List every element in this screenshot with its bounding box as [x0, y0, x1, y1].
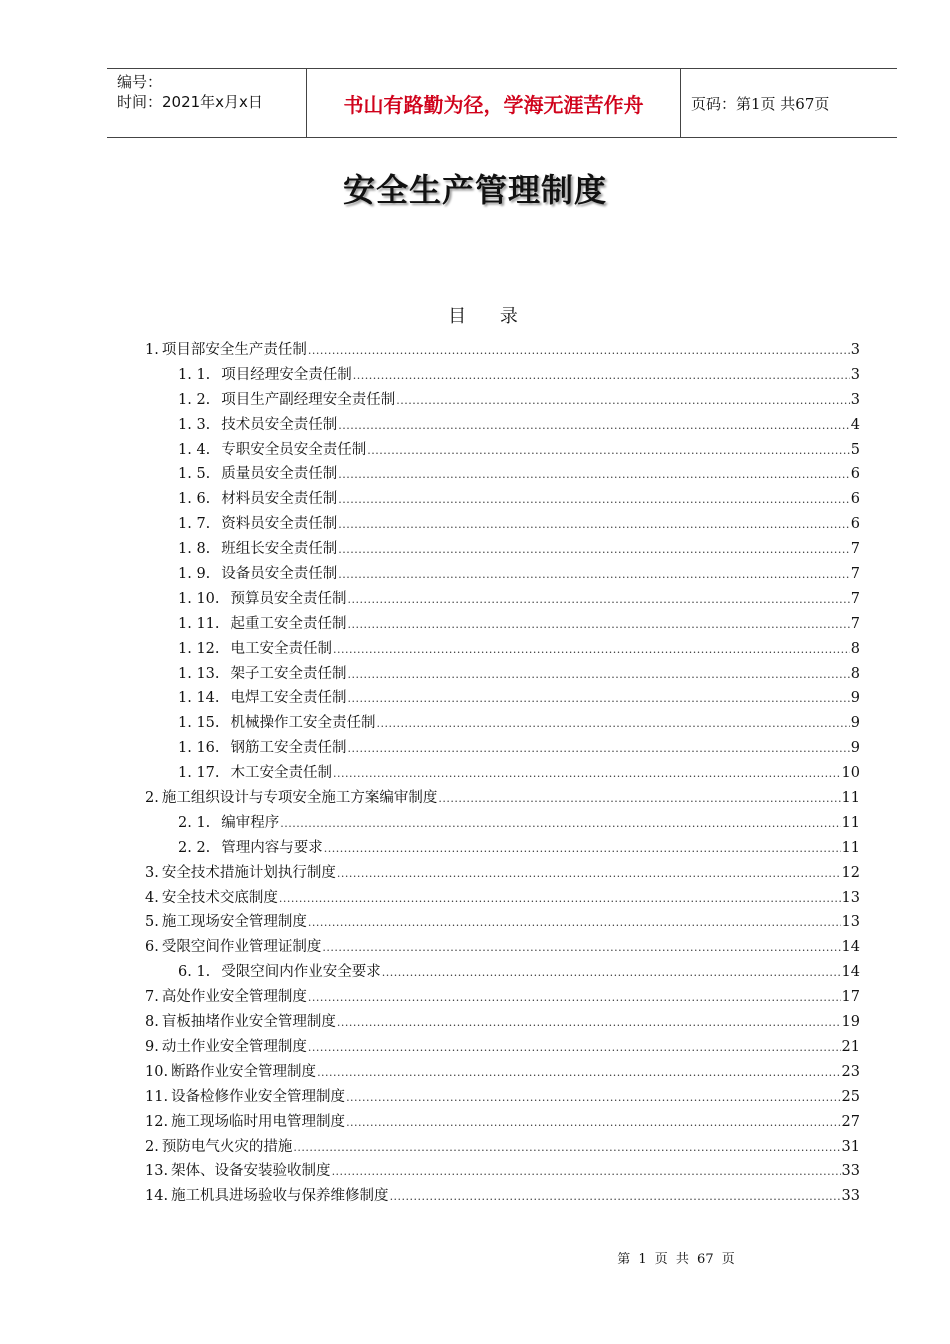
toc-entry-text: 起重工安全责任制	[230, 615, 347, 632]
toc-entry-number: 11.	[145, 1088, 169, 1105]
toc-entry-page: 6	[850, 466, 860, 483]
toc-entry-number: 4.	[145, 889, 159, 906]
toc-entry-text: 预算员安全责任制	[230, 590, 347, 607]
toc-entry[interactable]	[145, 388, 860, 413]
toc-entry[interactable]	[145, 338, 860, 363]
toc-entry-number: 6. 1.	[178, 964, 211, 981]
toc-entry[interactable]	[145, 637, 860, 662]
toc-entry[interactable]	[145, 761, 860, 786]
toc-entry-number: 2. 2.	[178, 839, 211, 856]
toc-entry-page: 3	[850, 366, 860, 383]
toc-dot-leader	[348, 618, 850, 631]
toc-entry-number: 1. 17.	[178, 765, 220, 782]
toc-entry-text: 盲板抽堵作业安全管理制度	[161, 1014, 336, 1031]
toc-entry[interactable]	[145, 562, 860, 587]
toc-dot-leader	[337, 1016, 841, 1029]
toc-dot-leader	[338, 568, 849, 581]
toc-entry-text: 项目生产副经理安全责任制	[221, 391, 396, 408]
toc-entry-page: 12	[841, 864, 860, 881]
toc-entry-text: 钢筋工安全责任制	[230, 740, 347, 757]
toc-entry-page: 11	[841, 839, 860, 856]
toc-entry-text: 受限空间作业管理证制度	[161, 939, 322, 956]
toc-entry-page: 33	[841, 1163, 860, 1180]
toc-entry-page: 11	[841, 790, 860, 807]
toc-entry-page: 17	[841, 989, 860, 1006]
toc-entry-text: 材料员安全责任制	[221, 491, 338, 508]
toc-entry[interactable]	[145, 662, 860, 687]
toc-entry-text: 项目经理安全责任制	[221, 366, 352, 383]
toc-entry-number: 7.	[145, 989, 159, 1006]
toc-entry-number: 3.	[145, 864, 159, 881]
toc-entry-text: 编审程序	[221, 814, 280, 831]
toc-dot-leader	[332, 1165, 841, 1178]
document-title: 安全生产管理制度	[342, 171, 607, 209]
toc-entry[interactable]	[145, 910, 860, 935]
toc-entry[interactable]	[145, 736, 860, 761]
toc-entry-page: 8	[850, 640, 860, 657]
toc-dot-leader	[308, 1041, 841, 1054]
toc-entry[interactable]	[145, 587, 860, 612]
toc-entry-text: 高处作业安全管理制度	[161, 989, 307, 1006]
toc-dot-leader	[338, 518, 849, 531]
toc-dot-leader	[348, 692, 850, 705]
toc-heading: 目 录	[448, 306, 532, 327]
toc-entry-page: 14	[841, 964, 860, 981]
toc-entry-number: 1. 3.	[178, 416, 211, 433]
toc-entry[interactable]	[145, 711, 860, 736]
toc-entry-text: 安全技术措施计划执行制度	[161, 864, 336, 881]
toc-entry-number: 1. 12.	[178, 640, 220, 657]
toc-entry[interactable]	[145, 935, 860, 960]
toc-entry-page: 21	[841, 1038, 860, 1055]
toc-entry-text: 电工安全责任制	[230, 640, 333, 657]
toc-entry-page: 7	[850, 590, 860, 607]
toc-entry-page: 23	[841, 1063, 860, 1080]
toc-entry[interactable]	[145, 413, 860, 438]
toc-entry-text: 预防电气火灾的措施	[161, 1138, 293, 1155]
toc-entry-number: 2. 1.	[178, 814, 211, 831]
toc-dot-leader	[338, 543, 849, 556]
toc-entry-page: 7	[850, 615, 860, 632]
toc-entry-number: 14.	[145, 1188, 169, 1205]
toc-entry-number: 1. 10.	[178, 590, 220, 607]
toc-dot-leader	[353, 369, 850, 382]
toc-dot-leader	[396, 394, 849, 407]
toc-entry-page: 6	[850, 491, 860, 508]
toc-entry[interactable]	[145, 487, 860, 512]
toc-entry-page: 9	[850, 690, 860, 707]
toc-dot-leader	[348, 742, 850, 755]
toc-dot-leader	[382, 966, 841, 979]
table-of-contents	[145, 338, 860, 1209]
toc-entry-number: 5.	[145, 914, 159, 931]
toc-dot-leader	[322, 941, 840, 954]
toc-dot-leader	[377, 717, 850, 730]
toc-entry-text: 机械操作工安全责任制	[230, 715, 376, 732]
toc-dot-leader	[338, 468, 849, 481]
toc-dot-leader	[346, 1091, 840, 1104]
toc-entry-text: 动土作业安全管理制度	[161, 1038, 307, 1055]
toc-entry[interactable]	[145, 960, 860, 985]
toc-entry[interactable]	[145, 1035, 860, 1060]
toc-entry-text: 施工机具进场验收与保养维修制度	[171, 1188, 389, 1205]
header-motto: 书山有路勤为径，学海无涯苦作舟	[307, 69, 681, 137]
toc-dot-leader	[308, 916, 841, 929]
toc-entry-number: 1. 2.	[178, 391, 211, 408]
toc-entry-number: 1. 5.	[178, 466, 211, 483]
toc-dot-leader	[333, 767, 841, 780]
toc-entry-page: 14	[841, 939, 860, 956]
toc-entry-number: 1. 16.	[178, 740, 220, 757]
toc-entry-page: 7	[850, 541, 860, 558]
toc-entry-number: 1. 15.	[178, 715, 220, 732]
toc-dot-leader	[338, 493, 849, 506]
toc-entry-page: 27	[841, 1113, 860, 1130]
toc-entry-text: 施工现场临时用电管理制度	[171, 1113, 346, 1130]
toc-entry-number: 6.	[145, 939, 159, 956]
toc-entry-page: 31	[841, 1138, 860, 1155]
toc-dot-leader	[348, 668, 850, 681]
toc-entry-page: 11	[841, 814, 860, 831]
toc-entry[interactable]	[145, 886, 860, 911]
toc-entry-number: 1. 14.	[178, 690, 220, 707]
toc-entry-number: 1. 7.	[178, 516, 211, 533]
toc-entry-number: 1. 8.	[178, 541, 211, 558]
toc-dot-leader	[279, 892, 841, 905]
toc-entry-text: 设备检修作业安全管理制度	[171, 1088, 346, 1105]
toc-dot-leader	[324, 842, 841, 855]
document-number-label: 编号：	[117, 73, 163, 91]
toc-entry[interactable]	[145, 1184, 860, 1209]
toc-entry-text: 安全技术交底制度	[161, 889, 278, 906]
toc-entry-page: 3	[850, 342, 860, 358]
toc-entry[interactable]	[145, 612, 860, 637]
toc-dot-leader	[308, 991, 841, 1004]
toc-entry-number: 8.	[145, 1014, 159, 1031]
toc-entry[interactable]	[145, 1159, 860, 1184]
toc-entry[interactable]	[145, 1085, 860, 1110]
toc-dot-leader	[367, 444, 849, 457]
toc-entry[interactable]	[145, 811, 860, 836]
toc-entry[interactable]	[145, 786, 860, 811]
toc-dot-leader	[338, 419, 849, 432]
toc-entry-page: 19	[841, 1014, 860, 1031]
toc-entry-page: 13	[841, 914, 860, 931]
toc-dot-leader	[317, 1066, 840, 1079]
toc-entry-number: 9.	[145, 1038, 159, 1055]
toc-entry[interactable]	[145, 438, 860, 463]
page-footer: 第 1 页 共 67 页	[617, 1252, 735, 1267]
toc-entry-text: 受限空间内作业安全要求	[221, 964, 381, 981]
toc-dot-leader	[333, 643, 850, 656]
toc-entry-text: 电焊工安全责任制	[230, 690, 347, 707]
header-info-cell	[107, 69, 307, 137]
toc-dot-leader	[280, 817, 840, 830]
toc-entry-page: 10	[841, 765, 860, 782]
toc-entry[interactable]	[145, 1135, 860, 1160]
toc-entry-number: 1.	[145, 342, 159, 358]
toc-entry-number: 2.	[145, 790, 159, 807]
toc-entry-number: 1. 1.	[178, 366, 211, 383]
toc-entry-page: 3	[850, 391, 860, 408]
toc-dot-leader	[438, 792, 840, 805]
toc-entry-text: 质量员安全责任制	[221, 466, 338, 483]
toc-entry-page: 4	[850, 416, 860, 433]
toc-entry[interactable]	[145, 1010, 860, 1035]
toc-entry-page: 9	[850, 715, 860, 732]
toc-entry-text: 资料员安全责任制	[221, 516, 338, 533]
toc-entry-number: 10.	[145, 1063, 169, 1080]
toc-entry-page: 5	[850, 441, 860, 458]
toc-dot-leader	[293, 1141, 840, 1154]
toc-entry[interactable]	[145, 363, 860, 388]
toc-entry-number: 1. 9.	[178, 566, 211, 583]
toc-entry[interactable]	[145, 537, 860, 562]
document-time-label: 时间：2021年x月x日	[117, 93, 263, 111]
toc-entry-page: 7	[850, 566, 860, 583]
toc-entry-text: 技术员安全责任制	[221, 416, 338, 433]
toc-entry-text: 架子工安全责任制	[230, 665, 347, 682]
toc-entry[interactable]	[145, 462, 860, 487]
toc-entry[interactable]	[145, 1110, 860, 1135]
toc-entry[interactable]	[145, 512, 860, 537]
toc-entry-page: 9	[850, 740, 860, 757]
toc-entry-text: 木工安全责任制	[230, 765, 333, 782]
toc-entry-number: 1. 4.	[178, 441, 211, 458]
toc-dot-leader	[337, 867, 841, 880]
toc-entry-number: 1. 13.	[178, 665, 220, 682]
toc-entry-text: 项目部安全生产责任制	[161, 342, 307, 358]
toc-entry-number: 1. 6.	[178, 491, 211, 508]
toc-entry[interactable]	[145, 1060, 860, 1085]
toc-entry-number: 2.	[145, 1138, 159, 1155]
toc-dot-leader	[390, 1190, 841, 1203]
toc-entry-text: 设备员安全责任制	[221, 566, 338, 583]
toc-entry[interactable]	[145, 861, 860, 886]
toc-dot-leader	[348, 593, 850, 606]
toc-entry-number: 13.	[145, 1163, 169, 1180]
toc-entry-page: 33	[841, 1188, 860, 1205]
toc-entry-page: 25	[841, 1088, 860, 1105]
toc-entry-page: 6	[850, 516, 860, 533]
toc-dot-leader	[346, 1116, 840, 1129]
toc-entry-number: 12.	[145, 1113, 169, 1130]
toc-entry[interactable]	[145, 686, 860, 711]
toc-entry-text: 专职安全员安全责任制	[221, 441, 367, 458]
page-header	[107, 68, 897, 138]
toc-dot-leader	[308, 344, 850, 357]
toc-entry-text: 施工现场安全管理制度	[161, 914, 307, 931]
toc-entry-text: 施工组织设计与专项安全施工方案编审制度	[161, 790, 438, 807]
toc-entry-text: 管理内容与要求	[221, 839, 323, 856]
header-page-info: 页码：第1页 共67页	[691, 94, 830, 113]
toc-entry-page: 13	[841, 889, 860, 906]
toc-entry-page: 8	[850, 665, 860, 682]
toc-entry[interactable]	[145, 836, 860, 861]
toc-entry-text: 架体、设备安装验收制度	[171, 1163, 331, 1180]
toc-entry-text: 班组长安全责任制	[221, 541, 338, 558]
toc-entry-text: 断路作业安全管理制度	[171, 1063, 317, 1080]
toc-entry-number: 1. 11.	[178, 615, 220, 632]
toc-entry[interactable]	[145, 985, 860, 1010]
